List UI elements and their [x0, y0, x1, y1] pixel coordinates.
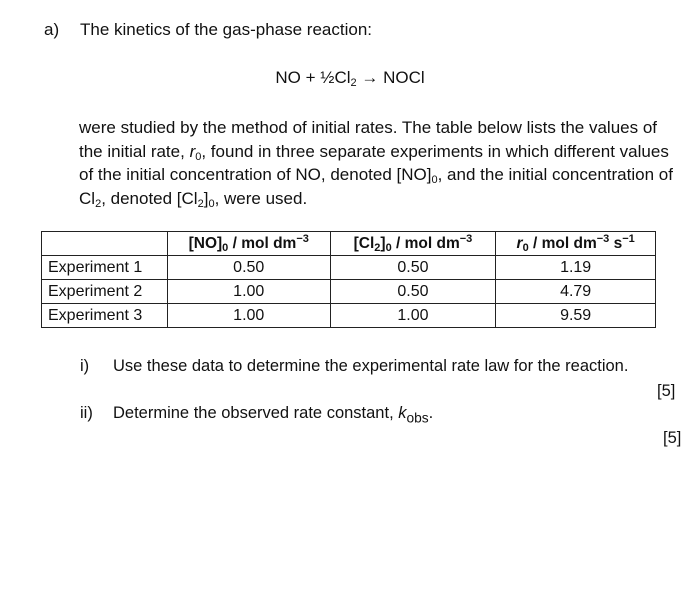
plus-sign: + — [305, 68, 316, 87]
cell-cl2: 0.50 — [330, 256, 496, 280]
cell-rate: 9.59 — [496, 304, 656, 328]
cell-no: 1.00 — [167, 304, 330, 328]
row-label: Experiment 3 — [42, 304, 168, 328]
header-empty — [42, 232, 168, 256]
header-cl2-concentration: $[Cl_2]_0$ / mol $dm^{-3}$ — [330, 232, 496, 256]
part-ii-marks: [5] — [663, 429, 682, 447]
header-initial-rate: $r_0$ / mol $dm^{-3}$ $s^{-1}$ — [496, 232, 656, 256]
table-row — [42, 280, 656, 304]
header-no-concentration: $[NO]_0$ / mol $dm^{-3}$ — [167, 232, 330, 256]
initial-rates-table — [41, 231, 656, 328]
cell-cl2: 1.00 — [330, 304, 496, 328]
part-ii-number: ii) — [80, 404, 93, 422]
row-label: Experiment 2 — [42, 280, 168, 304]
row-label: Experiment 1 — [42, 256, 168, 280]
cell-cl2: 0.50 — [330, 280, 496, 304]
reactant-no: NO — [275, 68, 301, 87]
part-i-text: Use these data to determine the experimental rate law for the reaction. — [113, 357, 629, 375]
cell-rate: 1.19 — [496, 256, 656, 280]
product-nocl: NOCl — [383, 68, 425, 87]
part-i-marks: [5] — [657, 382, 676, 400]
part-ii-text: Determine the observed rate constant, $k_{obs}$. — [113, 404, 434, 426]
part-i-number: i) — [80, 357, 90, 375]
cell-rate: 4.79 — [496, 280, 656, 304]
question-paragraph: were studied by the method of initial rates. The table below lists the values of the initial rate, $r_0$, found in three separate experiments in which different values of the initial concentration of NO, denoted $[NO]_0$, and the initial concentration of $Cl_2$, denoted $[Cl_2]_0$, were used. — [79, 118, 673, 210]
reaction-arrow: → — [361, 68, 379, 87]
coefficient: ½ — [320, 68, 335, 87]
reactant-cl2: $Cl_2$ — [334, 68, 357, 89]
question-label: a) — [44, 20, 60, 39]
cell-no: 0.50 — [167, 256, 330, 280]
table-header-row — [42, 232, 656, 256]
question-intro: The kinetics of the gas-phase reaction: — [80, 20, 372, 39]
reaction-equation — [0, 68, 700, 88]
cell-no: 1.00 — [167, 280, 330, 304]
table-row — [42, 256, 656, 280]
table-row — [42, 304, 656, 328]
